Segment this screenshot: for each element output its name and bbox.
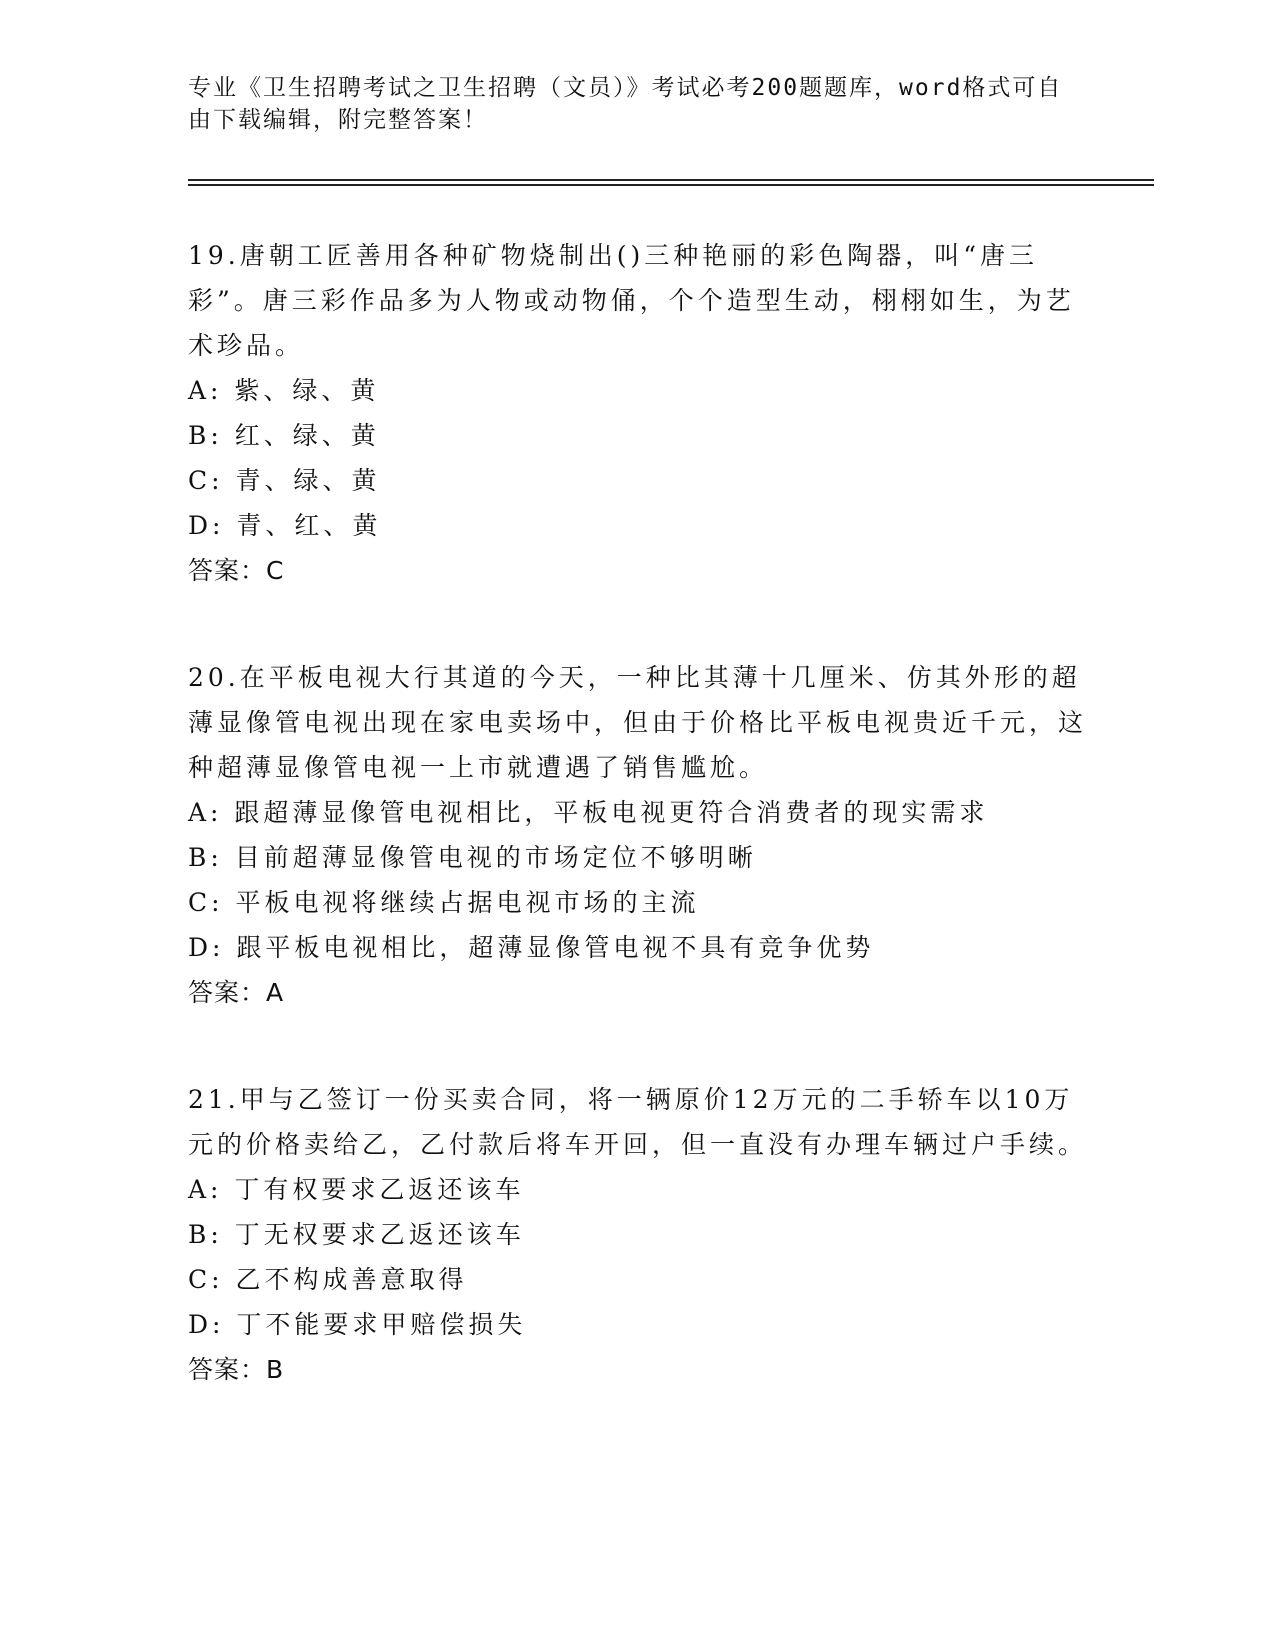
question-list xyxy=(188,233,1088,1454)
option-b: B: 红、绿、黄 xyxy=(188,421,380,450)
document-header: 专业《卫生招聘考试之卫生招聘（文员）》考试必考200题题库，word格式可自由下载编辑，附完整答案！ xyxy=(188,75,1063,133)
option-c: C: 青、绿、黄 xyxy=(188,466,381,495)
answer-line: 答案：B xyxy=(188,1355,285,1384)
option-b: B: 丁无权要求乙返还该车 xyxy=(188,1220,525,1249)
question-21 xyxy=(188,1077,1088,1392)
answer-line: 答案：C xyxy=(188,556,285,585)
option-a: A: 紫、绿、黄 xyxy=(188,376,380,405)
option-a: A: 跟超薄显像管电视相比，平板电视更符合消费者的现实需求 xyxy=(188,798,989,827)
option-c: C: 乙不构成善意取得 xyxy=(188,1265,468,1294)
option-d: D: 青、红、黄 xyxy=(188,511,382,540)
option-d: D: 丁不能要求甲赔偿损失 xyxy=(188,1310,527,1339)
header-divider-bottom xyxy=(188,184,1154,186)
option-a: A: 丁有权要求乙返还该车 xyxy=(188,1175,525,1204)
question-stem: 19.唐朝工匠善用各种矿物烧制出()三种艳丽的彩色陶器，叫“唐三彩”。唐三彩作品多为人物或动物俑，个个造型生动，栩栩如生，为艺术珍品。 xyxy=(188,241,1075,360)
option-d: D: 跟平板电视相比，超薄显像管电视不具有竞争优势 xyxy=(188,933,875,962)
option-b: B: 目前超薄显像管电视的市场定位不够明晰 xyxy=(188,843,757,872)
answer-line: 答案：A xyxy=(188,978,285,1007)
question-19 xyxy=(188,233,1088,593)
option-c: C: 平板电视将继续占据电视市场的主流 xyxy=(188,888,700,917)
header-divider-top xyxy=(188,179,1154,181)
question-stem: 20.在平板电视大行其道的今天，一种比其薄十几厘米、仿其外形的超薄显像管电视出现在家电卖场中，但由于价格比平板电视贵近千元，这种超薄显像管电视一上市就遭遇了销售尴尬。 xyxy=(188,663,1088,782)
question-stem: 21.甲与乙签订一份买卖合同，将一辆原价12万元的二手轿车以10万元的价格卖给乙，乙付款后将车开回，但一直没有办理车辆过户手续。 xyxy=(188,1085,1088,1159)
question-20 xyxy=(188,655,1088,1015)
